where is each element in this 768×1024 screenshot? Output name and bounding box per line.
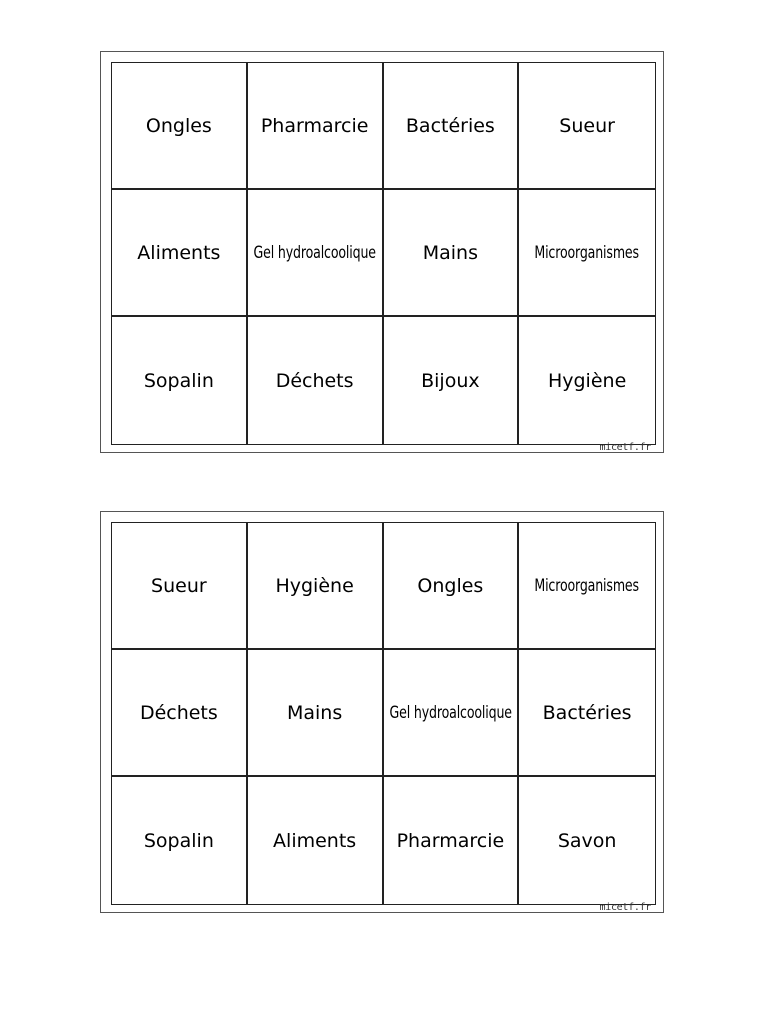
- bingo-card-2: [100, 511, 664, 913]
- grid-cell: Ongles: [384, 523, 520, 650]
- grid-cell: Sueur: [112, 523, 248, 650]
- watermark: micetf.fr: [599, 902, 651, 913]
- grid-cell: Hygiène: [547, 369, 627, 392]
- grid-cell: Gel hydroalcoolique: [248, 190, 384, 317]
- watermark: micetf.fr: [599, 442, 651, 453]
- grid-cell: Mains: [248, 650, 384, 777]
- bingo-grid: [111, 62, 656, 445]
- grid-cell: Aliments: [112, 190, 248, 317]
- grid-cell: Bijoux: [384, 317, 520, 444]
- grid-cell: Déchets: [112, 650, 248, 777]
- grid-cell: Déchets: [248, 317, 384, 444]
- grid-cell: Mains: [384, 190, 520, 317]
- grid-cell: Pharmarcie: [384, 777, 520, 904]
- grid-cell: Gel hydroalcoolique: [384, 650, 520, 777]
- grid-cell: Hygiène: [248, 523, 384, 650]
- bingo-card-1: [100, 51, 664, 453]
- grid-cell: Bactéries: [384, 63, 520, 190]
- grid-cell: Ongles: [112, 63, 248, 190]
- grid-cell: Bactéries: [519, 650, 655, 777]
- grid-cell: Savon: [557, 829, 617, 852]
- grid-cell: Pharmarcie: [248, 63, 384, 190]
- grid-cell: Microorganismes: [519, 523, 655, 650]
- grid-cell: Microorganismes: [519, 190, 655, 317]
- grid-cell: Sopalin: [112, 317, 248, 444]
- grid-cell: Aliments: [248, 777, 384, 904]
- grid-cell: Sopalin: [112, 777, 248, 904]
- bingo-grid: [111, 522, 656, 905]
- grid-cell: Sueur: [519, 63, 655, 190]
